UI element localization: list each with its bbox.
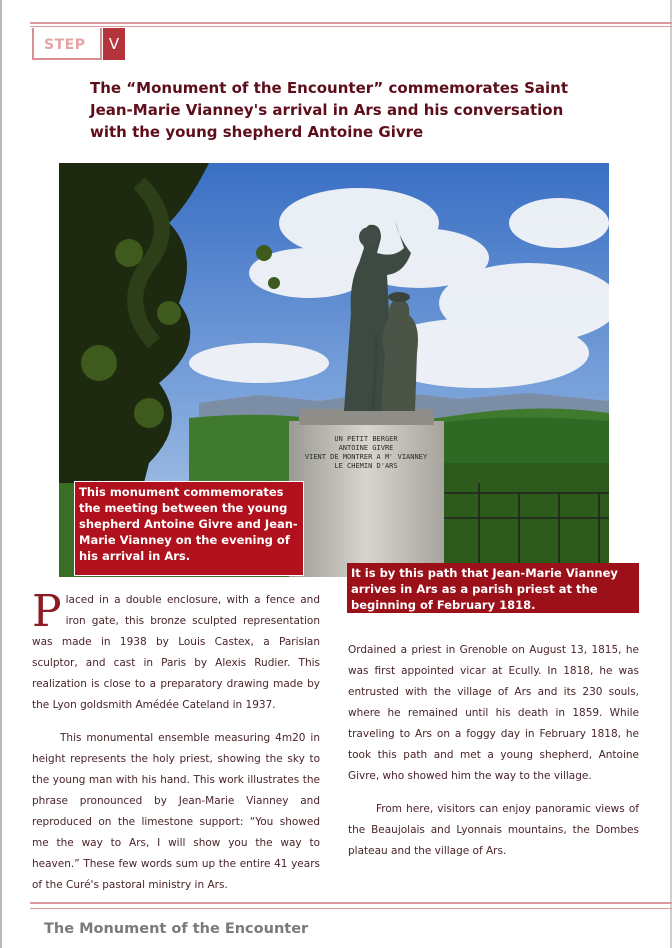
paragraph-ordination: Ordained a priest in Grenoble on August 13, 1815, he was first appointed vicar at Ecully. In 1818, he was entrusted with the village of Ars and its 230 souls, where he remained until his death in 1859. While traveling to Ars on a foggy day in February 1818, he took this path and met a young shepherd, Antoine Givre, who showed him the way to the village. (348, 644, 639, 782)
page-edge-left (0, 0, 2, 948)
inscription-line-1: UN PETIT BERGER (334, 435, 398, 443)
footer-rule-thin (30, 908, 672, 909)
photo-caption-monument: This monument commemorates the meeting between the young shepherd Antoine Givre and Jean-Marie Vianney on the evening of his arrival in Ars. (74, 481, 304, 576)
header-rule (30, 22, 672, 24)
text-column-left (32, 586, 320, 908)
paragraph-views: From here, visitors can enjoy panoramic views of the Beaujolais and Lyonnais mountains, the Dombes plateau and the village of Ars. (348, 803, 639, 857)
step-label: STEP (44, 37, 86, 53)
paragraph-ensemble: This monumental ensemble measuring 4m20 in height represents the holy priest, showing the sky to the young man with his hand. This work illustrates the phrase pronounced by Jean-Marie Vianney and reproduced on the limestone support: “You showed me the way to Ars, I will show you the way to heaven.” These few words sum up the entire 41 years of the Curé's pastoral ministry in Ars. (32, 732, 320, 891)
inscription-line-2: ANTOINE GIVRE (338, 444, 394, 452)
paragraph-enclosure (32, 586, 320, 716)
page-title: The “Monument of the Encounter” commemorates Saint Jean-Marie Vianney's arrival in Ars and his conversation with the young shepherd Antoine Givre (90, 79, 569, 141)
footer-title: The Monument of the Encounter (44, 921, 309, 937)
photo-caption-path: It is by this path that Jean-Marie Vianney arrives in Ars as a parish priest at the beginning of February 1818. (347, 563, 639, 613)
step-number: V (103, 28, 125, 60)
inscription-line-3: VIENT DE MONTRER A Mʳ VIANNEY (304, 453, 428, 461)
footer-rule (30, 902, 672, 904)
drop-cap: P (32, 586, 62, 637)
paragraph-enclosure-text: laced in a double enclosure, with a fence and iron gate, this bronze sculpted representation was made in 1938 by Louis Castex, a Parisian sculptor, and cast in Paris by Alexis Rudier. This realization is close to a preparatory drawing made by the Lyon goldsmith Amédée Cateland in 1937. (32, 594, 320, 711)
inscription-line-4: LE CHEMIN D'ARS (334, 462, 398, 470)
header-rule-thin (30, 26, 672, 27)
text-column-right (348, 640, 639, 874)
